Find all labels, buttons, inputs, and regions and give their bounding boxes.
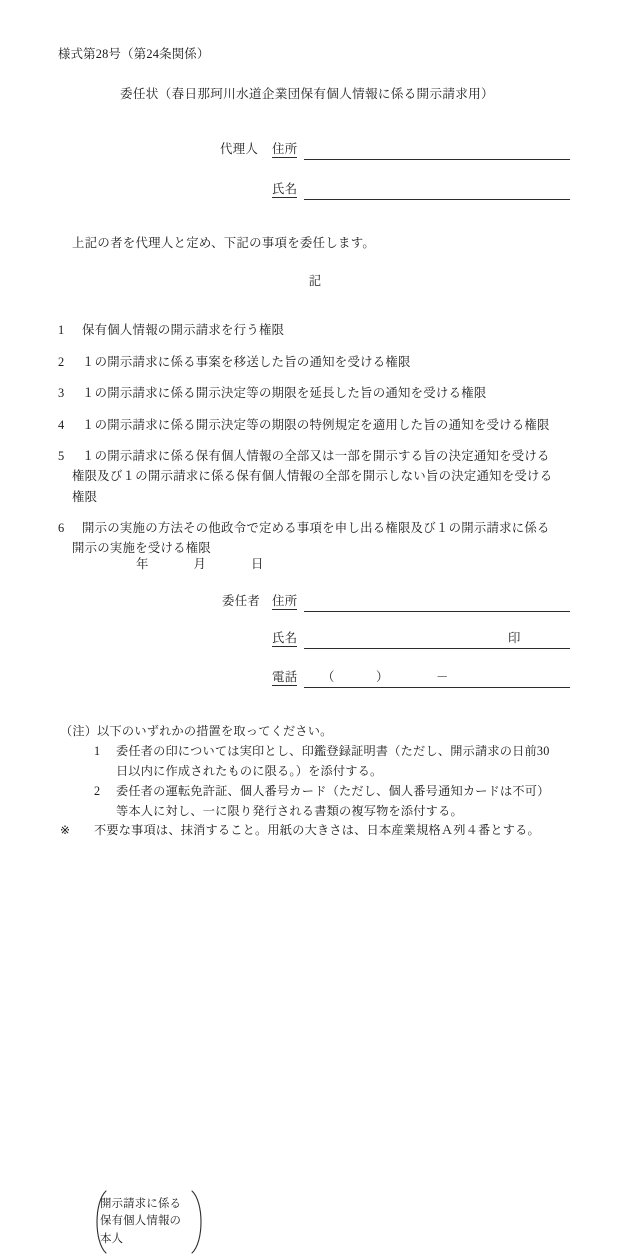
date-line[interactable] bbox=[136, 558, 264, 570]
item-text: １の開示請求に係る開示決定等の期限の特例規定を適用した旨の通知を受ける権限 bbox=[82, 417, 550, 432]
note-asterisk bbox=[60, 821, 620, 841]
item-number: 2 bbox=[58, 354, 65, 369]
agent-address-input[interactable] bbox=[304, 159, 570, 160]
phone-label: 電話 bbox=[272, 671, 297, 686]
phone-paren-close: ） bbox=[376, 670, 389, 684]
list-item bbox=[58, 383, 603, 403]
item-number: 4 bbox=[58, 417, 65, 432]
item-number: 5 bbox=[58, 449, 65, 464]
delegator-name-input[interactable] bbox=[304, 648, 570, 649]
phone-paren-open: （ bbox=[322, 670, 335, 684]
item-number: 1 bbox=[58, 323, 65, 337]
agent-address-label: 住所 bbox=[272, 143, 297, 158]
month-label: 月 bbox=[193, 557, 207, 571]
delegator-address-row bbox=[0, 595, 630, 629]
form-number: 様式第28号（第24条関係） bbox=[58, 47, 210, 61]
item-text: １の開示請求に係る開示決定等の期限を延長した旨の通知を受ける権限 bbox=[82, 386, 487, 401]
note-item: 1 委任者の印については実印とし、印鑑登録証明書（ただし、開示請求の日前30 日以内に作成されたものに限る。）を添付する。 bbox=[94, 743, 550, 778]
day-label: 日 bbox=[251, 557, 264, 571]
agent-address-row bbox=[0, 143, 630, 177]
delegator-phone-row bbox=[0, 671, 630, 705]
delegator-phone-input[interactable] bbox=[304, 687, 570, 688]
agent-name-label: 氏名 bbox=[272, 183, 297, 198]
agent-name-row bbox=[0, 177, 630, 211]
delegator-name-row bbox=[0, 632, 630, 666]
item-number: 6 bbox=[58, 521, 65, 536]
notes-section bbox=[60, 722, 620, 841]
delegator-address-label: 住所 bbox=[272, 595, 297, 610]
asterisk-note-text: 不要な事項は、抹消すること。用紙の大きさは、日本産業規格Ａ列４番とする。 bbox=[94, 823, 540, 838]
notes-heading: （注）以下のいずれかの措置を取ってください。 bbox=[60, 724, 333, 738]
note-item-number: 1 bbox=[94, 743, 101, 758]
lead-sentence: 上記の者を代理人と定め、下記の事項を委任します。 bbox=[72, 236, 376, 250]
item-number: 3 bbox=[58, 386, 65, 401]
page-title: 委任状（春日那珂川水道企業団保有個人情報に係る開示請求用） bbox=[120, 87, 494, 101]
item-text: １の開示請求に係る事案を移送した旨の通知を受ける権限 bbox=[82, 354, 411, 369]
agent-section bbox=[0, 143, 630, 211]
asterisk-icon: ※ bbox=[60, 823, 71, 838]
list-item bbox=[58, 518, 603, 558]
item-text: 開示の実施の方法その他政令で定める事項を申し出る権限及び１の開示請求に係る 開示の実施を受ける権限 bbox=[72, 521, 550, 556]
list-item bbox=[58, 320, 603, 340]
agent-name-input[interactable] bbox=[304, 199, 570, 200]
list-item bbox=[58, 352, 603, 372]
ki-mark: 記 bbox=[308, 274, 322, 288]
note-item: 2 委任者の運転免許証、個人番号カード（ただし、個人番号通知カードは不可） 等本人に対し、一に限り発行される書類の複写物を添付する。 bbox=[94, 783, 550, 818]
delegator-address-input[interactable] bbox=[304, 611, 570, 612]
item-text: １の開示請求に係る保有個人情報の全部又は一部を開示する旨の決定通知を受ける 権限及び１の開示請求に係る保有個人情報の全部を開示しない旨の決定通知を受ける 権限 bbox=[72, 449, 553, 504]
authority-list bbox=[58, 320, 603, 570]
note-item-number: 2 bbox=[94, 783, 101, 798]
bracket-note: 開示請求に係る 保有個人情報の 本人 bbox=[100, 1198, 182, 1245]
delegator-name-label: 氏名 bbox=[272, 632, 297, 647]
list-item bbox=[58, 415, 603, 435]
year-label: 年 bbox=[136, 557, 149, 571]
list-item bbox=[58, 446, 603, 506]
phone-dash: － bbox=[436, 670, 449, 684]
item-text: 保有個人情報の開示請求を行う権限 bbox=[82, 323, 285, 337]
agent-label: 代理人 bbox=[220, 142, 259, 156]
seal-label: 印 bbox=[508, 631, 521, 645]
delegator-label: 委任者 bbox=[222, 594, 261, 608]
